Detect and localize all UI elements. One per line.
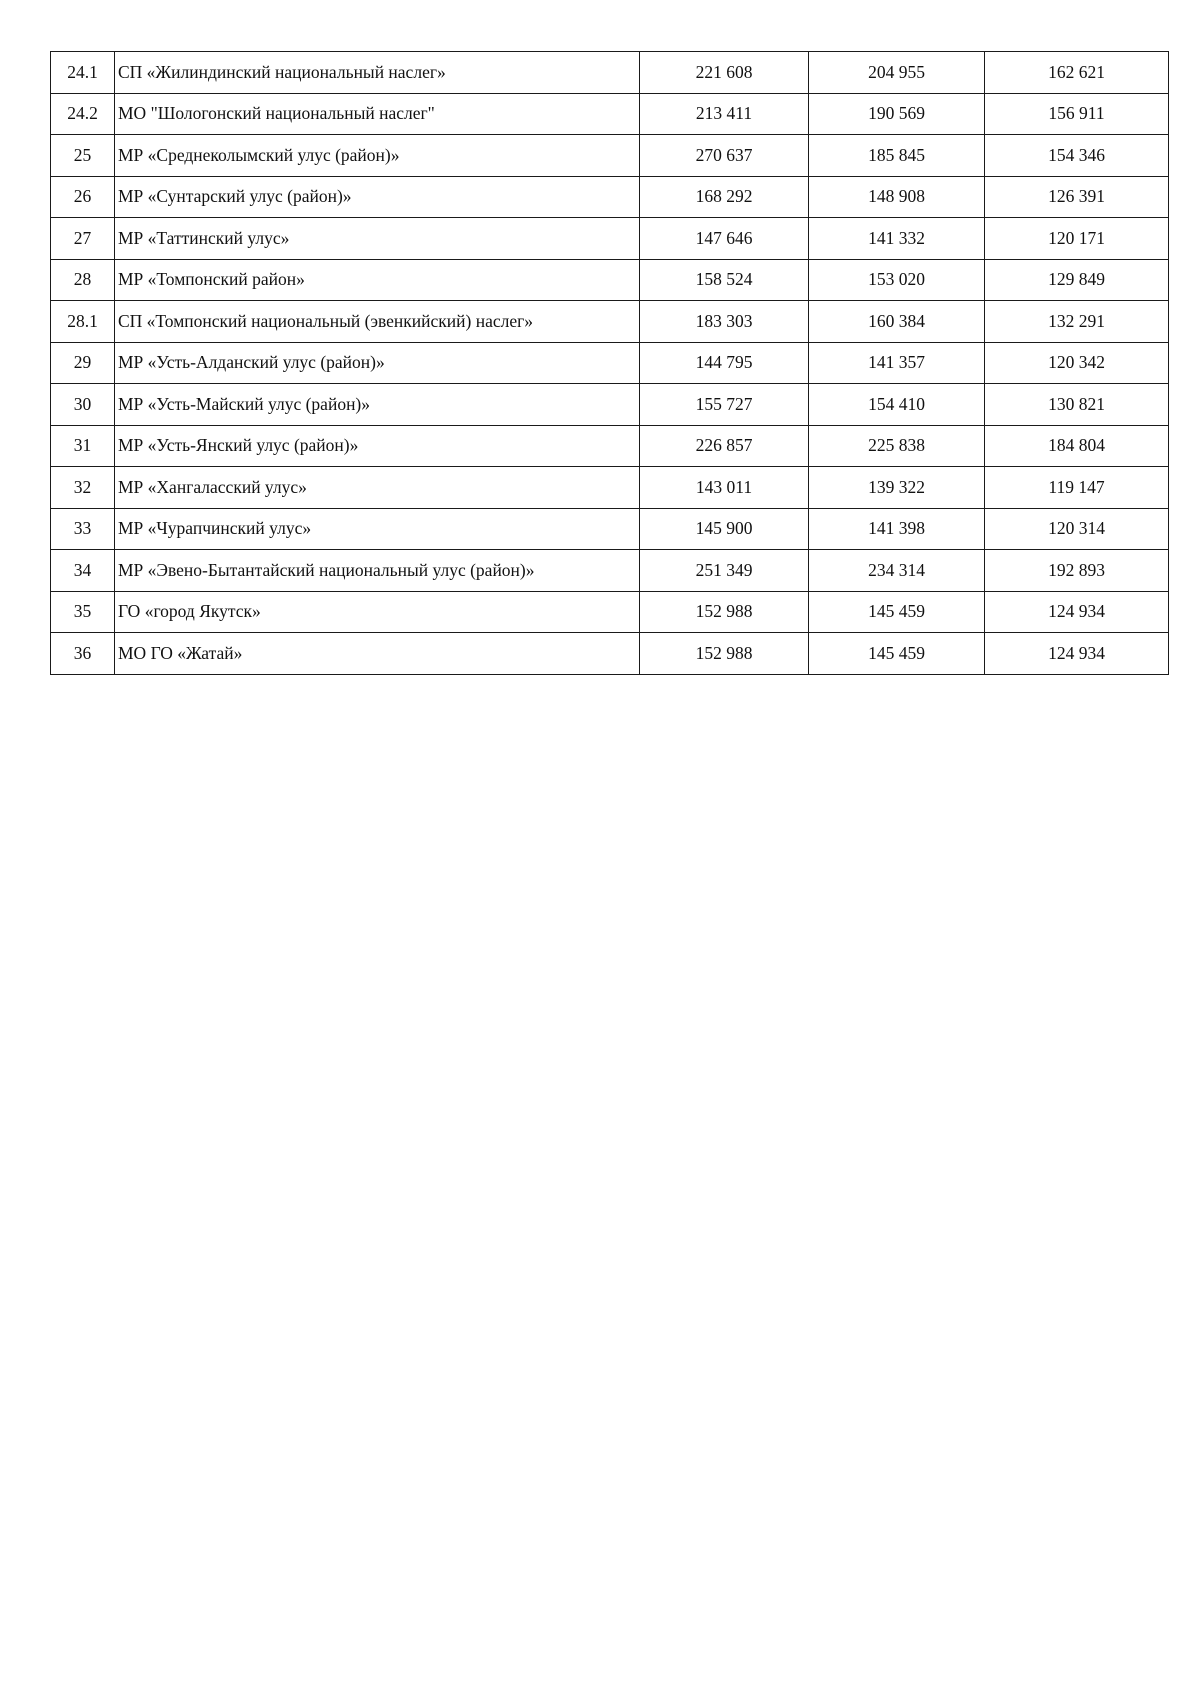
table-row	[51, 633, 1169, 675]
municipality-name-cell: СП «Томпонский национальный (эвенкийский) наслег»	[115, 301, 640, 343]
data-table	[50, 51, 1169, 675]
municipality-name-cell: МО "Шологонский национальный наслег"	[115, 93, 640, 135]
row-number-cell: 34	[51, 550, 115, 592]
table-row	[51, 176, 1169, 218]
table-row	[51, 508, 1169, 550]
value-cell-2: 234 314	[809, 550, 985, 592]
table-row	[51, 384, 1169, 426]
value-cell-2: 145 459	[809, 591, 985, 633]
table-row	[51, 135, 1169, 177]
municipality-name-cell: МР «Томпонский район»	[115, 259, 640, 301]
value-cell-3: 120 314	[985, 508, 1169, 550]
municipality-name-cell: МР «Среднеколымский улус (район)»	[115, 135, 640, 177]
value-cell-1: 158 524	[640, 259, 809, 301]
municipality-name-cell: МР «Усть-Янский улус (район)»	[115, 425, 640, 467]
row-number-cell: 32	[51, 467, 115, 509]
table-row	[51, 550, 1169, 592]
value-cell-2: 160 384	[809, 301, 985, 343]
municipality-name-cell: МР «Эвено-Бытантайский национальный улус (район)»	[115, 550, 640, 592]
value-cell-3: 120 171	[985, 218, 1169, 260]
value-cell-2: 154 410	[809, 384, 985, 426]
value-cell-2: 139 322	[809, 467, 985, 509]
row-number-cell: 35	[51, 591, 115, 633]
value-cell-3: 129 849	[985, 259, 1169, 301]
row-number-cell: 30	[51, 384, 115, 426]
municipality-name-cell: МО ГО «Жатай»	[115, 633, 640, 675]
table-body	[51, 52, 1169, 675]
value-cell-1: 251 349	[640, 550, 809, 592]
value-cell-1: 226 857	[640, 425, 809, 467]
value-cell-3: 124 934	[985, 591, 1169, 633]
value-cell-1: 155 727	[640, 384, 809, 426]
value-cell-2: 185 845	[809, 135, 985, 177]
row-number-cell: 28.1	[51, 301, 115, 343]
table-row	[51, 342, 1169, 384]
value-cell-3: 124 934	[985, 633, 1169, 675]
value-cell-3: 132 291	[985, 301, 1169, 343]
municipality-name-cell: МР «Хангаласский улус»	[115, 467, 640, 509]
municipality-name-cell: МР «Сунтарский улус (район)»	[115, 176, 640, 218]
value-cell-1: 145 900	[640, 508, 809, 550]
row-number-cell: 24.1	[51, 52, 115, 94]
value-cell-2: 141 357	[809, 342, 985, 384]
row-number-cell: 25	[51, 135, 115, 177]
row-number-cell: 28	[51, 259, 115, 301]
row-number-cell: 33	[51, 508, 115, 550]
value-cell-1: 213 411	[640, 93, 809, 135]
value-cell-3: 192 893	[985, 550, 1169, 592]
value-cell-3: 120 342	[985, 342, 1169, 384]
municipality-name-cell: МР «Чурапчинский улус»	[115, 508, 640, 550]
row-number-cell: 29	[51, 342, 115, 384]
value-cell-1: 168 292	[640, 176, 809, 218]
municipality-name-cell: МР «Таттинский улус»	[115, 218, 640, 260]
value-cell-1: 144 795	[640, 342, 809, 384]
table-row	[51, 259, 1169, 301]
table-row	[51, 52, 1169, 94]
value-cell-2: 153 020	[809, 259, 985, 301]
value-cell-3: 184 804	[985, 425, 1169, 467]
value-cell-1: 152 988	[640, 633, 809, 675]
table-row	[51, 467, 1169, 509]
row-number-cell: 31	[51, 425, 115, 467]
value-cell-2: 141 332	[809, 218, 985, 260]
municipality-name-cell: СП «Жилиндинский национальный наслег»	[115, 52, 640, 94]
value-cell-2: 190 569	[809, 93, 985, 135]
value-cell-2: 141 398	[809, 508, 985, 550]
table-row	[51, 218, 1169, 260]
value-cell-1: 221 608	[640, 52, 809, 94]
value-cell-2: 145 459	[809, 633, 985, 675]
table-row	[51, 301, 1169, 343]
value-cell-1: 152 988	[640, 591, 809, 633]
value-cell-1: 183 303	[640, 301, 809, 343]
row-number-cell: 26	[51, 176, 115, 218]
value-cell-1: 147 646	[640, 218, 809, 260]
municipality-name-cell: МР «Усть-Майский улус (район)»	[115, 384, 640, 426]
value-cell-1: 143 011	[640, 467, 809, 509]
value-cell-3: 156 911	[985, 93, 1169, 135]
municipality-name-cell: МР «Усть-Алданский улус (район)»	[115, 342, 640, 384]
value-cell-3: 119 147	[985, 467, 1169, 509]
table-row	[51, 93, 1169, 135]
value-cell-2: 225 838	[809, 425, 985, 467]
municipality-name-cell: ГО «город Якутск»	[115, 591, 640, 633]
value-cell-3: 162 621	[985, 52, 1169, 94]
value-cell-3: 130 821	[985, 384, 1169, 426]
table-row	[51, 425, 1169, 467]
value-cell-2: 148 908	[809, 176, 985, 218]
value-cell-1: 270 637	[640, 135, 809, 177]
value-cell-2: 204 955	[809, 52, 985, 94]
row-number-cell: 36	[51, 633, 115, 675]
row-number-cell: 24.2	[51, 93, 115, 135]
value-cell-3: 154 346	[985, 135, 1169, 177]
value-cell-3: 126 391	[985, 176, 1169, 218]
row-number-cell: 27	[51, 218, 115, 260]
table-row	[51, 591, 1169, 633]
